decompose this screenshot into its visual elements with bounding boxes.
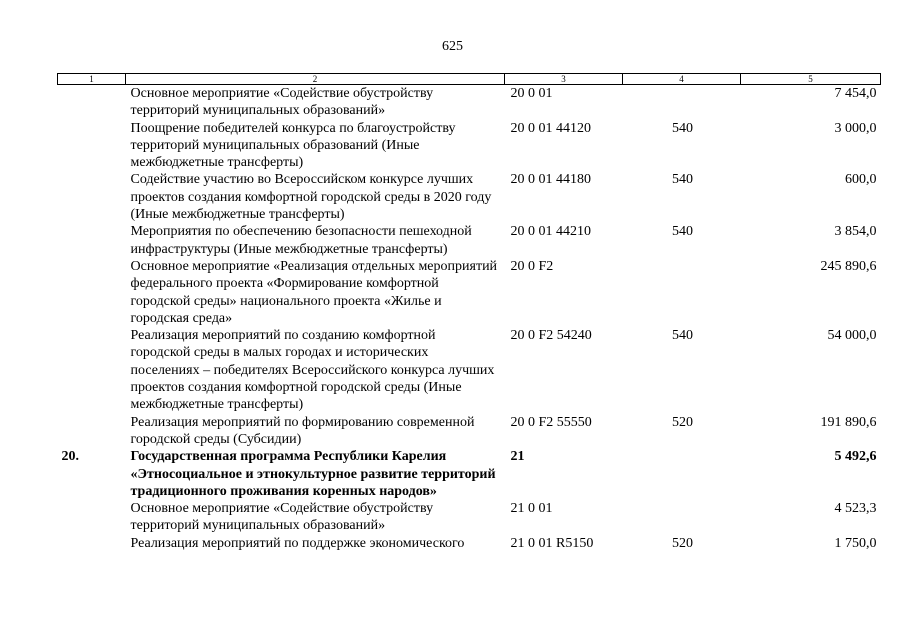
row-number: 20. xyxy=(61,449,79,465)
page-number: 625 xyxy=(442,39,463,54)
row-expense-type: 540 xyxy=(672,120,693,136)
row-name: Поощрение победителей конкурса по благоустройству территорий муниципальных образований (Иные межбюджетные трансферты) xyxy=(130,120,456,171)
row-amount: 54 000,0 xyxy=(827,328,877,344)
row-code: 21 0 01 R5150 xyxy=(510,535,594,551)
row-name: Реализация мероприятий по поддержке экономического xyxy=(130,535,465,551)
header-row xyxy=(58,74,881,85)
row-amount: 4 523,3 xyxy=(834,501,877,517)
table-row xyxy=(58,535,881,552)
table-row xyxy=(58,85,881,120)
row-number xyxy=(58,535,126,552)
row-number xyxy=(58,258,126,327)
row-code: 21 0 01 xyxy=(510,501,553,517)
row-number xyxy=(58,414,126,449)
row-number xyxy=(58,85,126,120)
row-name: Содействие участию во Всероссийском конкурсе лучших проектов создания комфортной городской среды в 2020 году (Иные межбюджетные трансферты) xyxy=(130,172,492,223)
row-code: 20 0 01 44120 xyxy=(510,120,591,136)
row-expense-type xyxy=(623,258,741,327)
row-expense-type: 520 xyxy=(672,414,693,430)
row-amount: 191 890,6 xyxy=(820,414,877,430)
row-expense-type xyxy=(623,448,741,500)
row-code: 20 0 F2 54240 xyxy=(510,328,592,344)
row-name: Основное мероприятие «Содействие обустройству территорий муниципальных образований» xyxy=(130,86,434,119)
row-name: Реализация мероприятий по созданию комфортной городской среды в малых городах и исторических поселениях – победителях Всероссийского конкурса лучших проектов создания комфортной городской среды (Иные межбюджетные трансферты) xyxy=(130,328,495,413)
row-number xyxy=(58,171,126,223)
row-number xyxy=(58,120,126,172)
row-number xyxy=(58,500,126,535)
header-col-4: 4 xyxy=(623,74,741,85)
header-col-2: 2 xyxy=(126,74,505,85)
row-code: 21 xyxy=(510,449,525,465)
row-expense-type: 540 xyxy=(672,328,693,344)
row-name: Мероприятия по обеспечению безопасности пешеходной инфраструктуры (Иные межбюджетные трансферты) xyxy=(130,224,472,257)
row-amount: 5 492,6 xyxy=(834,449,877,465)
row-expense-type xyxy=(623,85,741,120)
table-header xyxy=(58,74,881,85)
row-amount: 7 454,0 xyxy=(834,86,877,101)
table-body xyxy=(58,85,881,553)
header-col-3: 3 xyxy=(505,74,623,85)
table-row xyxy=(58,327,881,413)
row-code: 20 0 F2 xyxy=(510,258,554,274)
row-expense-type xyxy=(623,500,741,535)
table-row xyxy=(58,171,881,223)
row-name: Реализация мероприятий по формированию современной городской среды (Субсидии) xyxy=(130,414,475,447)
row-expense-type: 520 xyxy=(672,535,693,551)
table-row xyxy=(58,258,881,327)
table-row xyxy=(58,223,881,258)
row-name: Основное мероприятие «Содействие обустройству территорий муниципальных образований» xyxy=(130,501,434,534)
header-col-1: 1 xyxy=(58,74,126,85)
row-expense-type: 540 xyxy=(672,224,693,240)
row-amount: 245 890,6 xyxy=(820,258,877,274)
row-amount: 1 750,0 xyxy=(834,535,877,551)
row-name: Основное мероприятие «Реализация отдельных мероприятий федерального проекта «Формирование комфортной городской среды» национального проекта «Жилье и городская среда» xyxy=(130,258,498,326)
row-number xyxy=(58,327,126,413)
row-amount: 600,0 xyxy=(845,172,877,188)
row-name: Государственная программа Республики Карелия «Этносоциальное и этнокультурное развитие территорий традиционного проживания коренных народов» xyxy=(130,449,496,499)
row-code: 20 0 01 44180 xyxy=(510,172,591,188)
header-col-5: 5 xyxy=(741,74,881,85)
row-number xyxy=(58,223,126,258)
table-row xyxy=(58,448,881,500)
row-amount: 3 854,0 xyxy=(834,224,877,240)
row-code: 20 0 01 44210 xyxy=(510,224,591,240)
row-amount: 3 000,0 xyxy=(834,120,877,136)
table-row xyxy=(58,414,881,449)
row-code: 20 0 F2 55550 xyxy=(510,414,592,430)
budget-table xyxy=(57,73,881,552)
table-row xyxy=(58,120,881,172)
table-row xyxy=(58,500,881,535)
row-expense-type: 540 xyxy=(672,172,693,188)
row-code: 20 0 01 xyxy=(510,86,553,101)
